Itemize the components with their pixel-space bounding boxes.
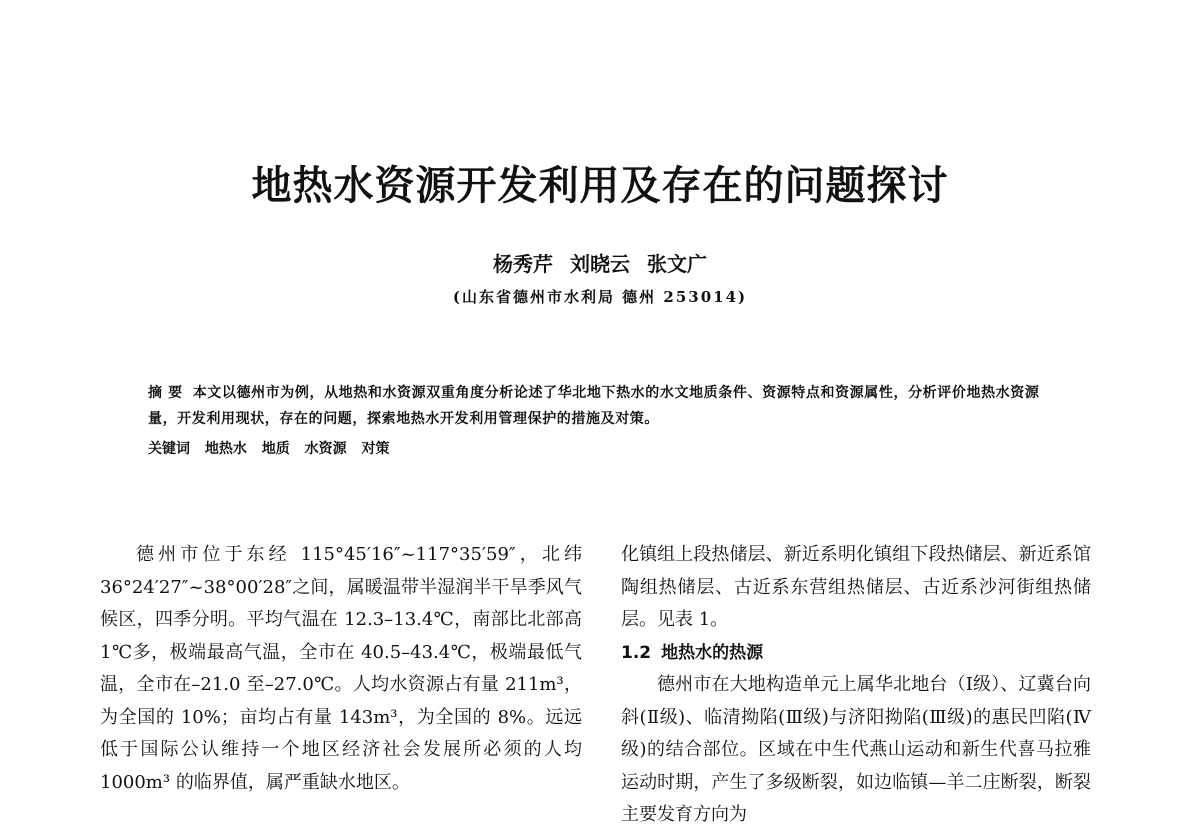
author-name: 杨秀芹	[493, 252, 554, 276]
keyword: 地热水	[204, 441, 247, 457]
keyword: 对策	[361, 441, 390, 457]
section-title: 地热水的热源	[661, 642, 764, 663]
author-name: 刘晓云	[570, 252, 630, 276]
keyword: 地质	[261, 441, 290, 457]
author-affiliation: (山东省德州市水利局 德州 253014)	[452, 288, 748, 306]
abstract-label: 摘 要	[148, 385, 183, 401]
author-name: 张文广	[646, 252, 707, 276]
keywords-label: 关键词	[148, 441, 190, 457]
body-column-right	[621, 539, 1091, 832]
author-list	[0, 250, 1200, 278]
paper-title: 地热水资源开发利用及存在的问题探讨	[251, 162, 949, 209]
body-paragraph: 德州市位于东经 115°45′16″~117°35′59″，北纬 36°24′27″~38°00′28″之间，属暖温带半湿润半干旱季风气候区，四季分明。平均气温在 12.3–13.4℃，南部比北部高 1℃多，极端最高气温，全市在 40.5–43.4℃，极端最低气温，全市在–21.0 至–27.0℃。人均水资源占有量 211m³，为全国的 10%；亩均占有量 143m³，为全国的 8%。远远低于国际公认维持一个地区经济社会发展所必须的人均 1000m³ 的临界值，属严重缺水地区。	[100, 544, 582, 793]
section-heading	[621, 637, 1091, 670]
body-paragraph: 化镇组上段热储层、新近系明化镇组下段热储层、新近系馆陶组热储层、古近系东营组热储层、古近系沙河街组热储层。见表 1。	[621, 544, 1091, 630]
body-column-left	[100, 539, 582, 799]
keyword: 水资源	[304, 441, 347, 457]
section-number: 1.2	[621, 642, 652, 663]
keywords	[148, 436, 390, 462]
body-paragraph: 德州市在大地构造单元上属华北地台（Ⅰ级）、辽冀台向斜(Ⅱ级)、临清拗陷(Ⅲ级)与济阳拗陷(Ⅲ级)的惠民凹陷(Ⅳ级)的结合部位。区域在中生代燕山运动和新生代喜马拉雅运动时期，产生了多级断裂，如边临镇—羊二庄断裂，断裂主要发育方向为	[621, 674, 1091, 825]
abstract	[148, 380, 1058, 432]
abstract-text: 本文以德州市为例，从地热和水资源双重角度分析论述了华北地下热水的水文地质条件、资源特点和资源属性，分析评价地热水资源量，开发利用现状，存在的问题，探索地热水开发利用管理保护的措施及对策。	[148, 385, 1040, 427]
